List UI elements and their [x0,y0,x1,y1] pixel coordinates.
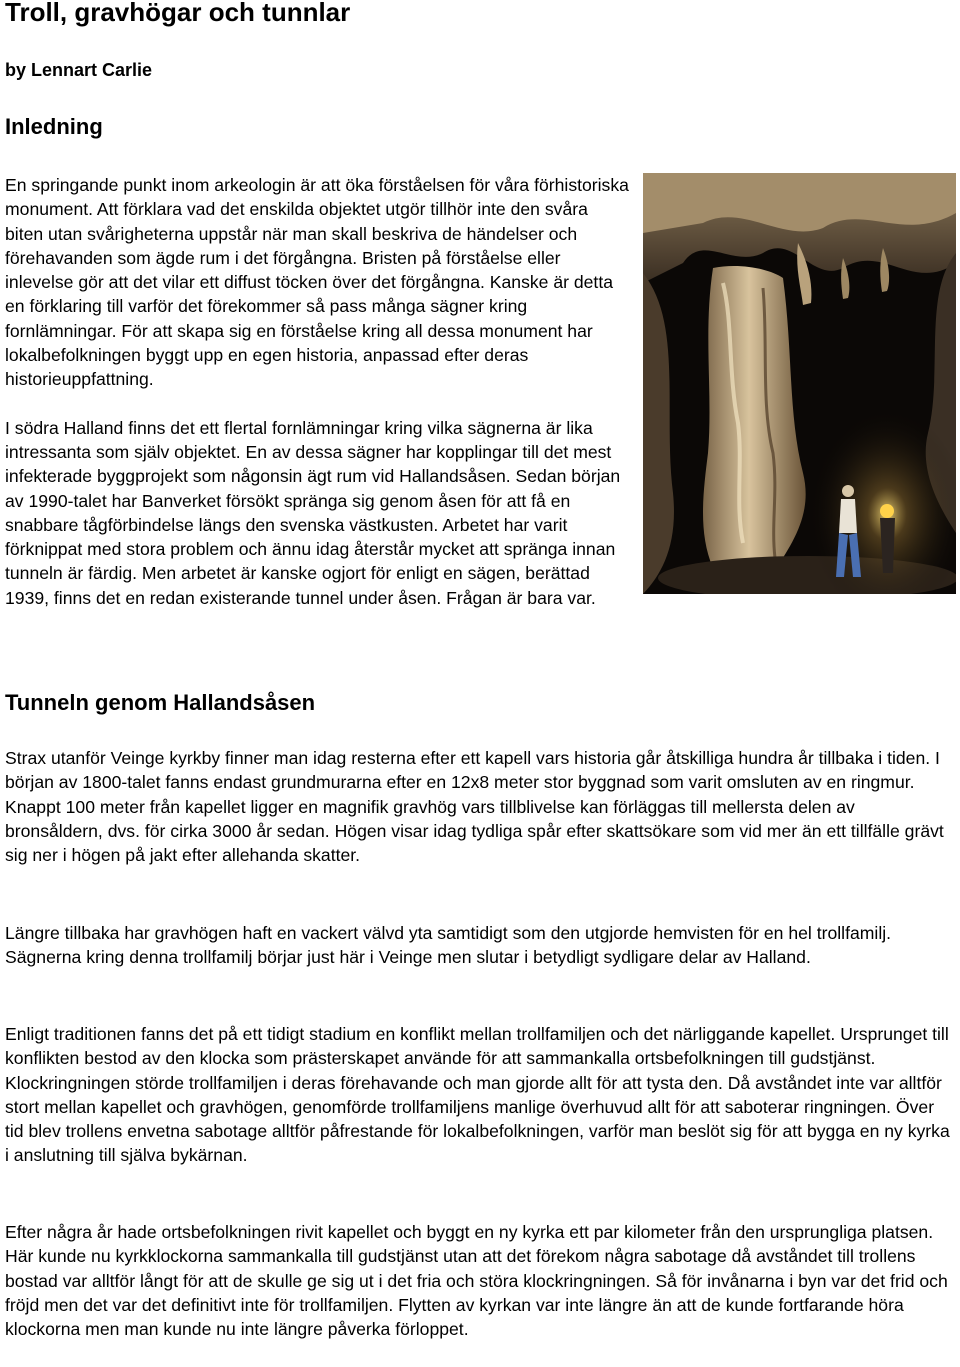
intro-paragraph-1: En springande punkt inom arkeologin är att öka förståelsen för våra förhistoriska monument. Att förklara vad det enskilda objektet utgör tillhör inte den svåra biten utan svårigheterna uppstår när man skall beskriva de händelser och förehavanden som ägde rum i det förgångna. Bristen på förståelse eller inlevelse gör att det vilar ett diffust töcken över det förgångna. Kanske är detta en förklaring till varför det förekommer så pass många sägner kring fornlämningar. För att skapa sig en förståelse kring all dessa monument har lokalbefolkningen byggt upp en egen historia, anpassad efter deras historieuppfattning. [5,175,629,390]
tunnel-paragraph-2: Längre tillbaka har gravhögen haft en vackert välvd yta samtidigt som den utgjorde hemvisten för en hel trollfamilj. Sägnerna kring denna trollfamilj börjar just här i Veinge men slutar i betydligt sydligare delar av Halland. [5,923,892,968]
section-heading-inledning: Inledning [5,114,103,139]
intro-section [5,173,956,634]
tunnel-paragraph-1: Strax utanför Veinge kyrkby finner man idag resterna efter ett kapell vars historia går åtskilliga hundra år tillbaka i tiden. I början av 1800-talet fanns endast grundmurarna efter en 12x8 meter stor byggnad som varit omsluten av en ringmur. Knappt 100 meter från kapellet ligger en magnifik gravhög vars tillblivelse kan förläggas till mellersta delen av bronsåldern, dvs. för cirka 3000 år sedan. Högen visar idag tydliga spår efter skattsökare som vid mer än ett tillfälle grävt sig ner i högen på jakt efter allehanda skatter. [5,748,944,866]
byline: by Lennart Carlie [5,60,153,80]
cave-photo-illustration [643,173,956,594]
page-title: Troll, gravhögar och tunnlar [5,0,351,27]
section-heading-tunnel: Tunneln genom Hallandsåsen [5,690,316,715]
intro-paragraph-2: I södra Halland finns det ett flertal fornlämningar kring vilka sägnerna är lika intressanta som själv objektet. En av dessa sägner har kopplingar till det mest infekterade byggprojekt som någonsin ägt rum vid Hallandsåsen. Sedan början av 1990-talet har Banverket försökt spränga sig genom åsen för att få en snabbare tågförbindelse längs den svenska västkusten. Arbetet har varit förknippat med stora problem och ännu idag återstår mycket att spränga innan tunneln är färdig. Men arbetet är kanske ogjort för enligt en sägen, berättad 1939, finns det en redan existerande tunnel under åsen. Frågan är bara var. [5,417,621,608]
cave-photo [643,173,956,594]
tunnel-paragraph-3: Enligt traditionen fanns det på ett tidigt stadium en konflikt mellan trollfamiljen och det närliggande kapellet. Ursprunget till konflikten bestod av den klocka som prästerskapet använde för att sammankalla ortsbefolkningen till gudstjänst. Klockringningen störde trollfamiljen i deras förehavande och man gjorde allt för att tysta den. Då avståndet inte var alltför stort mellan kapellet och gravhögen, genomförde trollfamiljens manlige överhuvud allt för att saboterar ringningen. Över tid blev trollens envetna sabotage alltför påfrestande för lokalbefolkningen, varför man beslöt sig för att bygga en ny kyrka i anslutning till själva bykärnan. [5,1024,950,1166]
lamp-icon [880,504,894,518]
tunnel-paragraph-4: Efter några år hade ortsbefolkningen rivit kapellet och byggt en ny kyrka ett par kilometer från den ursprungliga platsen. Här kunde nu kyrkklockorna sammankalla till gudstjänst utan att det förekom några sabotage då avståndet till trollens bostad var alltför långt för att de skulle ge sig ut i det fria och störa klockringningen. Så för invånarna i byn var det frid och fröjd men det var det definitivt inte för trollfamiljen. Flytten av kyrkan var inte längre än att de kunde fortfarande höra klockorna men man kunde nu inte längre påverka förloppet. [5,1222,948,1340]
